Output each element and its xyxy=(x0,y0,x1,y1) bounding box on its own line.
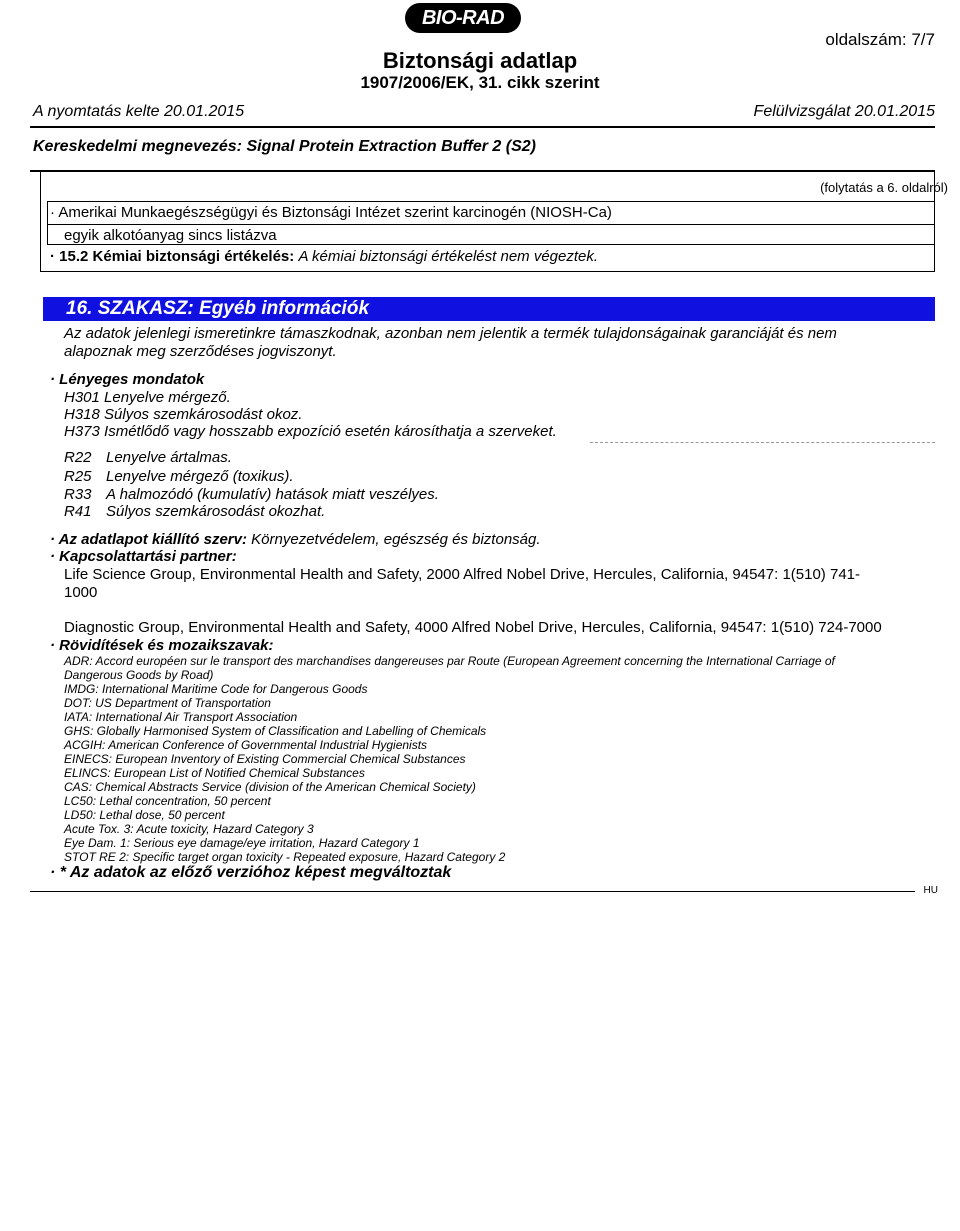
niosh-value: egyik alkotóanyag sincs listázva xyxy=(64,227,277,244)
r25-code: R25 xyxy=(64,468,92,485)
abbr-acgih: ACGIH: American Conference of Governmental Industrial Hygienists xyxy=(64,738,428,752)
abbr-adr-line1: ADR: Accord européen sur le transport des marchandises dangereuses par Route (European Agreement concerning the International Carriage of xyxy=(64,654,835,668)
r33-code: R33 xyxy=(64,486,92,503)
logo-text: BIO-RAD xyxy=(421,6,505,29)
abbr-lc50: LC50: Lethal concentration, 50 percent xyxy=(64,794,271,808)
abbr-adr-line2: Dangerous Goods by Road) xyxy=(64,668,214,682)
abbr-imdg: IMDG: International Maritime Code for Dangerous Goods xyxy=(64,682,368,696)
contact1-line1: Life Science Group, Environmental Health and Safety, 2000 Alfred Nobel Drive, Hercules, California, 94547: 1(510) 741- xyxy=(64,566,860,583)
r41-code: R41 xyxy=(64,503,92,520)
contact2: Diagnostic Group, Environmental Health and Safety, 4000 Alfred Nobel Drive, Hercules, California, 94547: 1(510) 724-7000 xyxy=(64,619,882,636)
print-date: A nyomtatás kelte 20.01.2015 xyxy=(33,103,245,120)
trade-rule xyxy=(30,170,935,172)
intro-line2: alapoznak meg szerződéses jogviszonyt. xyxy=(64,343,337,360)
changed-note: · * Az adatok az előző verzióhoz képest megváltoztak xyxy=(50,864,452,881)
r22-text: Lenyelve ártalmas. xyxy=(106,449,232,466)
niosh-divider xyxy=(47,224,935,225)
document-title: Biztonsági adatlap xyxy=(382,48,578,73)
header-rule xyxy=(30,126,935,128)
frame-bottom xyxy=(40,271,935,272)
issuer-label: · Az adatlapot kiállító szerv: xyxy=(50,531,247,548)
contact-label: · Kapcsolattartási partner: xyxy=(50,548,237,565)
csa-value: A kémiai biztonsági értékelést nem végeztek. xyxy=(298,248,599,265)
r41-text: Súlyos szemkárosodást okozhat. xyxy=(106,503,326,520)
section16-heading: 16. SZAKASZ: Egyéb információk xyxy=(43,297,935,321)
page-number: oldalszám: 7/7 xyxy=(825,30,935,49)
r22-phrase xyxy=(64,449,232,466)
issuer-value: Környezetvédelem, egészség és biztonság. xyxy=(251,531,541,548)
dashed-separator xyxy=(590,442,935,443)
abbr-eye-dam: Eye Dam. 1: Serious eye damage/eye irritation, Hazard Category 1 xyxy=(64,836,420,850)
abbr-label: · Rövidítések és mozaikszavak: xyxy=(50,637,274,654)
r33-phrase xyxy=(64,486,439,503)
revision-date: Felülvizsgálat 20.01.2015 xyxy=(753,103,935,120)
abbr-acute-tox: Acute Tox. 3: Acute toxicity, Hazard Category 3 xyxy=(64,822,314,836)
abbr-einecs: EINECS: European Inventory of Existing Commercial Chemical Substances xyxy=(64,752,466,766)
r25-text: Lenyelve mérgező (toxikus). xyxy=(106,468,294,485)
footer-rule xyxy=(30,891,915,892)
r25-phrase xyxy=(64,468,294,485)
phrases-heading: · Lényeges mondatok xyxy=(50,371,205,388)
csa-label: · 15.2 Kémiai biztonsági értékelés: xyxy=(50,248,295,265)
bio-rad-logo xyxy=(405,3,521,33)
frame-left xyxy=(40,172,41,272)
niosh-label: · Amerikai Munkaegészségügyi és Biztonsági Intézet szerint karcinogén (NIOSH-Ca) xyxy=(50,204,612,221)
language-code: HU xyxy=(923,885,938,896)
intro-line1: Az adatok jelenlegi ismeretinkre támaszkodnak, azonban nem jelentik a termék tulajdonságainak garanciáját és nem xyxy=(64,325,837,342)
h318-phrase: H318 Súlyos szemkárosodást okoz. xyxy=(64,406,303,423)
abbr-stot-re: STOT RE 2: Specific target organ toxicity - Repeated exposure, Hazard Category 2 xyxy=(64,850,506,864)
h373-phrase: H373 Ismétlődő vagy hosszabb expozíció esetén károsíthatja a szerveket. xyxy=(64,423,557,440)
r41-phrase xyxy=(64,503,325,520)
abbr-dot: DOT: US Department of Transportation xyxy=(64,696,271,710)
trade-name: Kereskedelmi megnevezés: Signal Protein Extraction Buffer 2 (S2) xyxy=(33,138,536,155)
abbr-ld50: LD50: Lethal dose, 50 percent xyxy=(64,808,225,822)
document-subtitle: 1907/2006/EK, 31. cikk szerint xyxy=(360,73,600,92)
contact1-line2: 1000 xyxy=(64,584,98,601)
abbr-iata: IATA: International Air Transport Association xyxy=(64,710,298,724)
r22-code: R22 xyxy=(64,449,92,466)
h301-phrase: H301 Lenyelve mérgező. xyxy=(64,389,231,406)
abbr-elincs: ELINCS: European List of Notified Chemical Substances xyxy=(64,766,365,780)
abbr-cas: CAS: Chemical Abstracts Service (division of the American Chemical Society) xyxy=(64,780,476,794)
continued-note: (folytatás a 6. oldalról) xyxy=(820,180,948,195)
abbr-ghs: GHS: Globally Harmonised System of Classification and Labelling of Chemicals xyxy=(64,724,487,738)
r33-text: A halmozódó (kumulatív) hatások miatt veszélyes. xyxy=(106,486,439,503)
